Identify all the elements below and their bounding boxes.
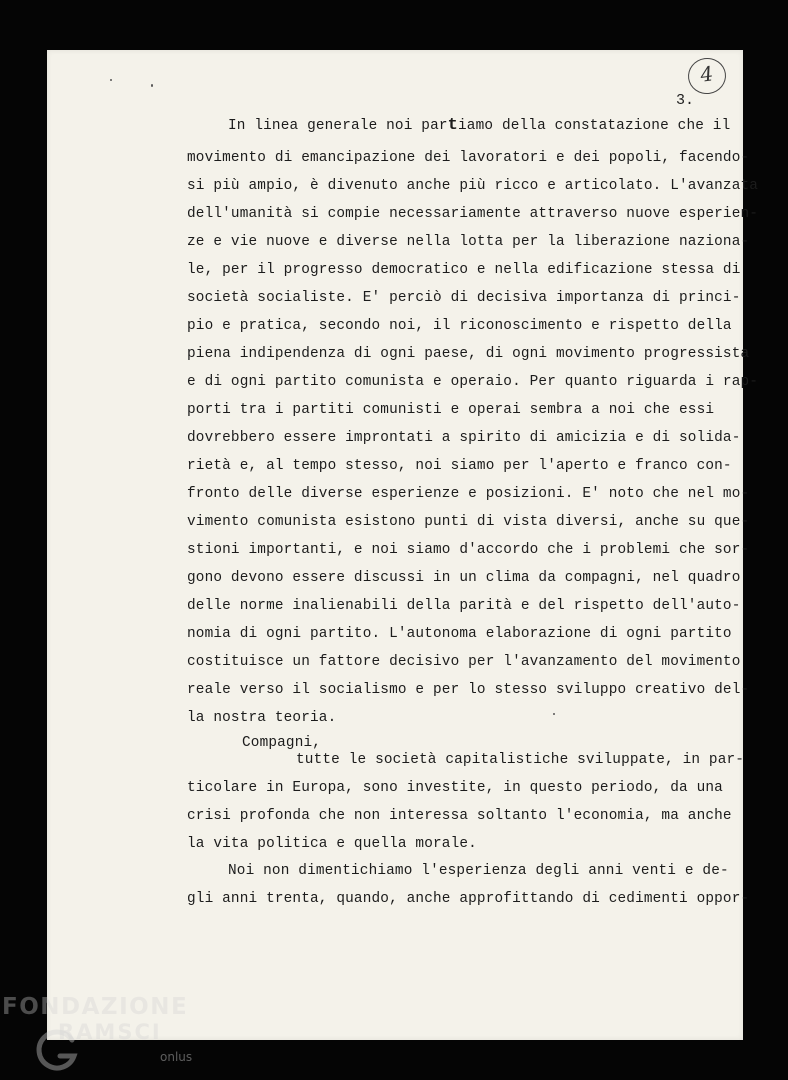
handwritten-folio-number: 4 xyxy=(686,56,729,97)
text-line: ticolare in Europa, sono investite, in questo periodo, da una xyxy=(187,780,723,796)
watermark-title: FONDAZIONE xyxy=(2,994,189,1020)
handwritten-correction: t xyxy=(447,116,459,135)
text-line: costituisce un fattore decisivo per l'avanzamento del movimento xyxy=(187,654,741,670)
text-line: vimento comunista esistono punti di vista diversi, anche su que- xyxy=(187,514,750,530)
text-line: delle norme inalienabili della parità e del rispetto dell'auto- xyxy=(187,598,741,614)
text-line: gono devono essere discussi in un clima da compagni, nel quadro xyxy=(187,570,741,586)
text-line: le, per il progresso democratico e nella edificazione stessa di xyxy=(187,262,741,278)
watermark-suffix: onlus xyxy=(160,1050,193,1064)
text-line: dell'umanità si compie necessariamente attraverso nuove esperien- xyxy=(187,206,759,222)
text-line: gli anni trenta, quando, anche approfittando di cedimenti oppor- xyxy=(187,891,750,907)
text-line: stioni importanti, e noi siamo d'accordo che i problemi che sor- xyxy=(187,542,750,558)
fondazione-gramsci-watermark xyxy=(0,994,200,1080)
text-line: si più ampio, è divenuto anche più ricco e articolato. L'avanzata xyxy=(187,178,759,194)
text-line: pio e pratica, secondo noi, il riconoscimento e rispetto della xyxy=(187,318,732,334)
text-line: la nostra teoria. xyxy=(187,710,337,726)
text-line: società socialiste. E' perciò di decisiva importanza di princi- xyxy=(187,290,741,306)
text-line: e di ogni partito comunista e operaio. Per quanto riguarda i rap- xyxy=(187,374,759,390)
text-line: fronto delle diverse esperienze e posizioni. E' noto che nel mo- xyxy=(187,486,750,502)
page-number: 3. xyxy=(676,92,695,109)
paper-speck xyxy=(151,84,153,87)
text-line: ze e vie nuove e diverse nella lotta per la liberazione naziona- xyxy=(187,234,750,250)
text-line: In linea generale noi partiamo della constatazione che il xyxy=(228,116,731,135)
text-line: crisi profonda che non interessa soltanto l'economia, ma anche xyxy=(187,808,732,824)
text-line: rietà e, al tempo stesso, noi siamo per l'aperto e franco con- xyxy=(187,458,732,474)
text-line: porti tra i partiti comunisti e operai sembra a noi che essi xyxy=(187,402,715,418)
text-line: movimento di emancipazione dei lavoratori e dei popoli, facendo- xyxy=(187,150,750,166)
text-line: piena indipendenza di ogni paese, di ogni movimento progressista xyxy=(187,346,750,362)
text-line: nomia di ogni partito. L'autonoma elaborazione di ogni partito xyxy=(187,626,732,642)
paper-speck xyxy=(553,713,555,715)
text-line: tutte le società capitalistiche sviluppate, in par- xyxy=(296,752,745,768)
text-line: reale verso il socialismo e per lo stesso sviluppo creativo del- xyxy=(187,682,750,698)
text-line: dovrebbero essere improntati a spirito di amicizia e di solida- xyxy=(187,430,741,446)
paper-speck xyxy=(110,79,112,81)
text-line: la vita politica e quella morale. xyxy=(187,836,477,852)
text-line: Noi non dimentichiamo l'esperienza degli anni venti e de- xyxy=(228,863,729,879)
watermark-subtitle: RAMSCI xyxy=(58,1020,162,1044)
salutation: Compagni, xyxy=(242,735,322,751)
